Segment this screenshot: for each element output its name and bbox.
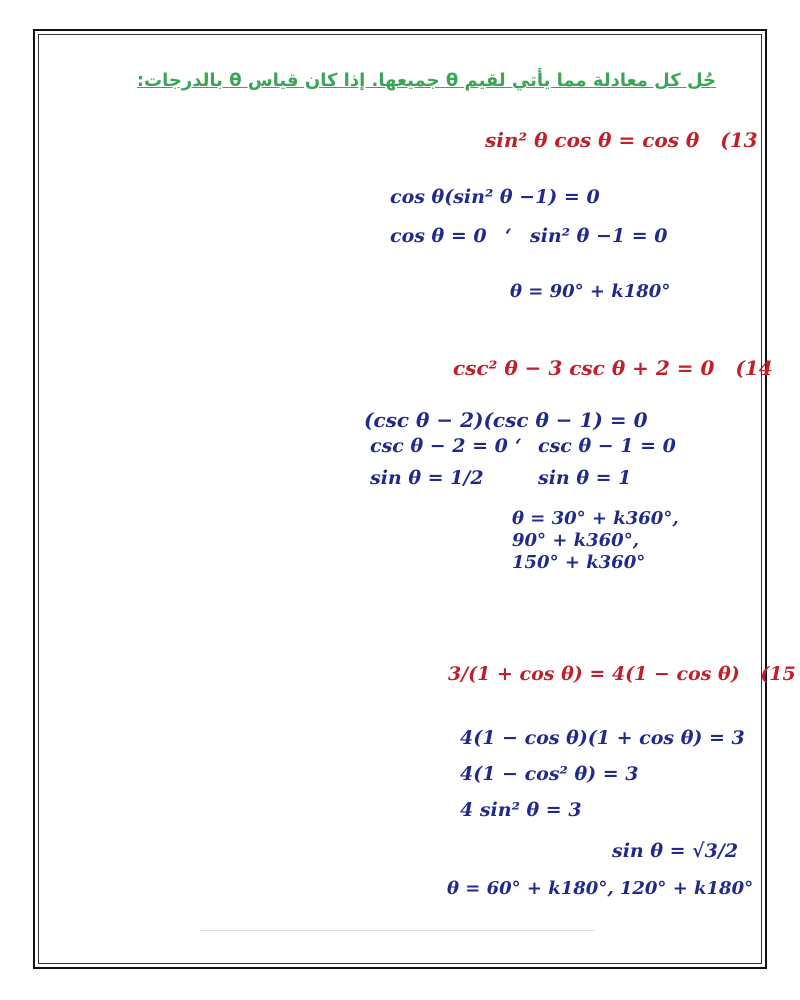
- bottom-divider: [200, 930, 595, 931]
- problem-14-number: (14: [735, 356, 773, 380]
- problem-14-step-2: csc θ − 2 = 0: [370, 435, 508, 457]
- problem-15-equation: 3/(1 + cos θ) = 4(1 − cos θ) (15: [448, 663, 796, 685]
- problem-14-step-1: (csc θ − 2)(csc θ − 1) = 0: [364, 408, 648, 432]
- problem-15-step-4: sin θ = √3/2: [612, 840, 739, 862]
- problem-13-equation: sin² θ cos θ = cos θ (13: [485, 128, 758, 152]
- problem-15-solution: θ = 60° + k180°, 120° + k180°: [447, 878, 754, 899]
- problem-14-equation: csc² θ − 3 csc θ + 2 = 0 (14: [453, 356, 773, 380]
- problem-15-number: (15: [760, 663, 796, 685]
- problem-14-step-5: sin θ = 1: [538, 467, 632, 489]
- problem-14-solution-2: 90° + k360°,: [512, 530, 639, 551]
- problem-15-step-3: 4 sin² θ = 3: [460, 799, 582, 821]
- problem-15-step-1: 4(1 − cos θ)(1 + cos θ) = 3: [460, 727, 745, 749]
- problem-14-separator: ‘: [515, 435, 522, 457]
- problem-13-step-1: cos θ(sin² θ −1) = 0: [390, 186, 600, 208]
- problem-15-step-2: 4(1 − cos² θ) = 3: [460, 763, 639, 785]
- problem-14-solution-1: θ = 30° + k360°,: [512, 508, 679, 529]
- problem-13-step-2: cos θ = 0: [390, 225, 487, 247]
- problem-13-solution: θ = 90° + k180°: [510, 281, 671, 302]
- problem-14-step-3: csc θ − 1 = 0: [538, 435, 676, 457]
- problem-14-solution-3: 150° + k360°: [512, 552, 646, 573]
- problem-13-step-3: sin² θ −1 = 0: [530, 225, 668, 247]
- problem-13-number: (13: [720, 128, 758, 152]
- page-frame-inner: [38, 34, 762, 964]
- problem-14-step-4: sin θ = 1/2: [370, 467, 484, 489]
- page-frame: [33, 29, 767, 969]
- problem-13-separator: ‘: [505, 225, 512, 247]
- instructions-heading: حُل كل معادلة مما يأتي لقيم θ جميعها. إذا كان قياس θ بالدرجات:: [136, 70, 716, 91]
